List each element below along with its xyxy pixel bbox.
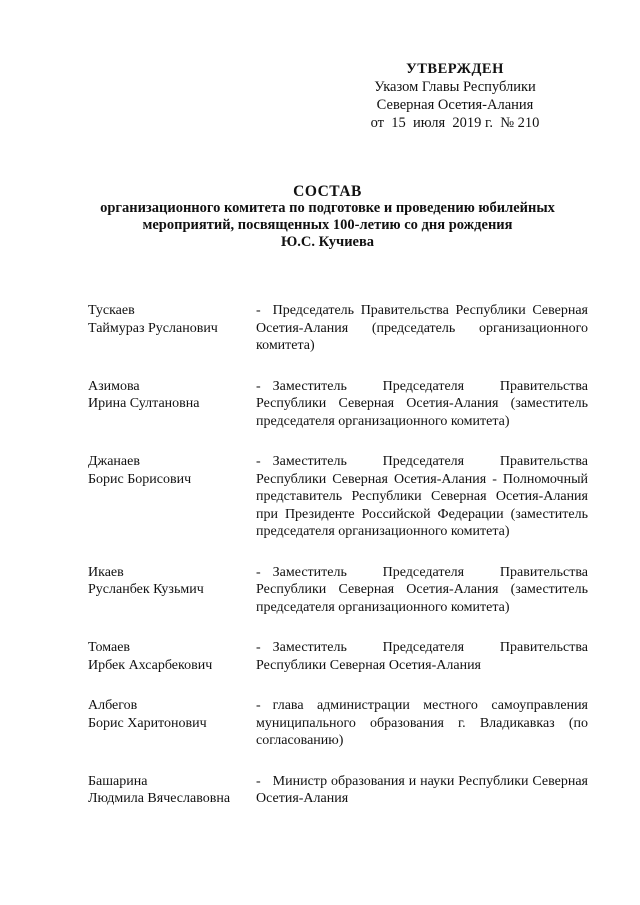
member-position-text: глава администрации местного самоуправления муниципального образования г. Владикавказ (по согласованию) — [256, 698, 588, 748]
member-position-text: Заместитель Председателя Правительства Республики Северная Осетия-Алания (заместитель председателя организационного комитета) — [256, 564, 588, 615]
member-row — [88, 302, 588, 355]
member-position-text: Заместитель Председателя Правительства Республики Северная Осетия-Алания - Полномочный представитель Республики Северная Осетия-Алания при Президенте Российской Федерации (заместитель председателя организационного комитета) — [256, 454, 588, 539]
member-name — [88, 453, 256, 488]
member-surname: Албегов — [88, 698, 138, 713]
position-dash: - — [256, 378, 261, 394]
member-position — [256, 773, 588, 808]
member-position — [256, 378, 588, 431]
member-position — [256, 453, 588, 541]
member-surname: Тускаев — [88, 303, 135, 318]
member-surname: Томаев — [88, 640, 131, 655]
title-line-2: мероприятий, посвященных 100-летию со дня рождения — [142, 217, 513, 233]
member-position — [256, 302, 588, 355]
member-row — [88, 773, 588, 808]
member-position-text: Председатель Правительства Республики Северная Осетия-Алания (председатель организационного комитета) — [256, 303, 588, 353]
member-position-text: Министр образования и науки Республики Северная Осетия-Алания — [256, 773, 588, 806]
member-row — [88, 697, 588, 750]
title-line-3: Ю.С. Кучиева — [280, 234, 375, 250]
member-name — [88, 773, 256, 808]
member-position — [256, 564, 588, 617]
member-row — [88, 639, 588, 674]
position-dash: - — [256, 640, 261, 655]
member-position-text: Заместитель Председателя Правительства Республики Северная Осетия-Алания — [256, 640, 588, 673]
approval-date-line: от 15 июля 2019 г. № 210 — [370, 115, 540, 131]
member-given-name: Таймураз Русланович — [88, 320, 218, 336]
members-list — [88, 302, 588, 831]
approval-status: УТВЕРЖДЕН — [406, 61, 504, 77]
position-dash: - — [256, 564, 261, 580]
member-row — [88, 453, 588, 541]
member-position — [256, 697, 588, 750]
document-title-block — [60, 183, 595, 251]
member-surname: Джанаев — [88, 454, 140, 469]
member-given-name: Людмила Вячеславовна — [88, 791, 231, 806]
member-position-text: Заместитель Председателя Правительства Республики Северная Осетия-Алания (заместитель председателя организационного комитета) — [256, 378, 588, 429]
member-name — [88, 639, 256, 674]
position-dash: - — [256, 698, 261, 713]
member-surname: Башарина — [88, 773, 148, 789]
member-name — [88, 302, 256, 337]
member-name — [88, 564, 256, 599]
member-row — [88, 564, 588, 617]
title-line-1: организационного комитета по подготовке и проведению юбилейных — [100, 200, 555, 216]
member-surname: Икаев — [88, 564, 124, 580]
member-position — [256, 639, 588, 674]
position-dash: - — [256, 454, 261, 469]
position-dash: - — [256, 303, 261, 318]
approval-line-1: Указом Главы Республики — [374, 79, 536, 95]
member-given-name: Борис Харитонович — [88, 715, 207, 731]
member-row — [88, 378, 588, 431]
member-given-name: Ирина Султановна — [88, 396, 200, 411]
approval-block — [345, 60, 565, 132]
document-title: СОСТАВ — [293, 183, 362, 200]
approval-line-2: Северная Осетия-Алания — [376, 97, 534, 113]
position-dash: - — [256, 773, 261, 789]
member-given-name: Ирбек Ахсарбекович — [88, 657, 213, 673]
member-given-name: Борис Борисович — [88, 471, 192, 487]
member-given-name: Русланбек Кузьмич — [88, 582, 204, 597]
member-surname: Азимова — [88, 378, 140, 394]
member-name — [88, 697, 256, 732]
member-name — [88, 378, 256, 413]
